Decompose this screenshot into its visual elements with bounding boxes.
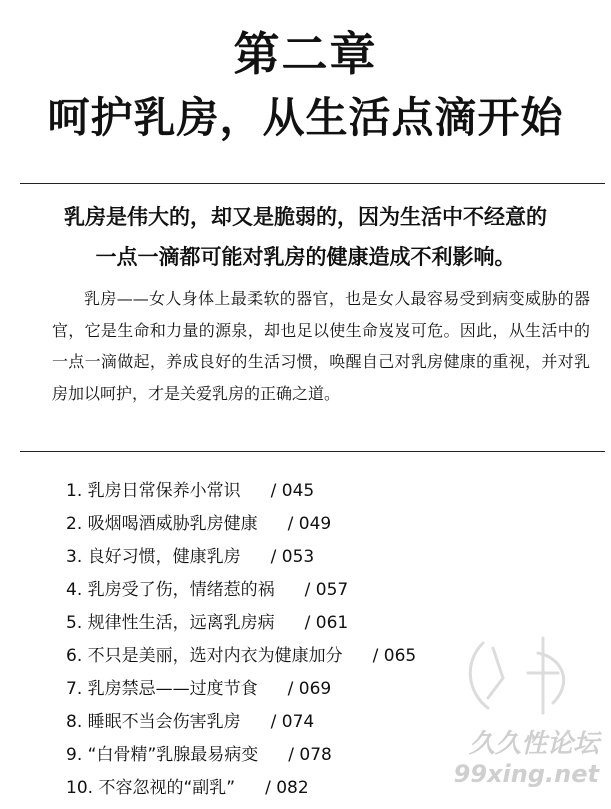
toc-item <box>66 677 416 710</box>
chapter-number: 第二章 <box>233 27 378 81</box>
toc-number: 6. <box>66 646 83 666</box>
toc-page: / 049 <box>287 514 332 534</box>
toc-item <box>66 644 416 677</box>
toc-page: / 069 <box>287 679 332 699</box>
toc-number: 2. <box>66 514 83 534</box>
toc-number: 9. <box>66 745 83 765</box>
toc-item <box>66 479 416 512</box>
toc-number: 10. <box>66 778 94 798</box>
toc-page: / 074 <box>270 712 315 732</box>
watermark-url: 99xing.net <box>453 760 599 788</box>
seal-watermark-icon <box>443 623 593 733</box>
toc-number: 3. <box>66 547 83 567</box>
toc-number: 5. <box>66 613 83 633</box>
toc-title: 不只是美丽，选对内衣为健康加分 <box>87 646 343 666</box>
site-watermark <box>454 729 599 789</box>
intro-text: 乳房——女人身体上最柔软的器官，也是女人最容易受到病变威胁的器官，它是生命和力量的源泉，却也足以使生命岌岌可危。因此，从生活中的一点一滴做起，养成良好的生活习惯，唤醒自己对乳房健康的重视，并对乳房加以呵护，才是关爱乳房的正确之道。 <box>52 289 590 403</box>
lead-line-2: 一点一滴都可能对乳房的健康造成不利影响。 <box>95 245 516 269</box>
middle-divider <box>20 451 605 452</box>
toc-title: 不容忽视的“副乳” <box>98 778 236 798</box>
toc-item <box>66 545 416 578</box>
toc-page: / 045 <box>270 481 315 501</box>
toc-title: 吸烟喝酒威胁乳房健康 <box>87 514 258 534</box>
toc-number: 1. <box>66 481 83 501</box>
toc-page: / 082 <box>265 778 309 798</box>
lead-line-1: 乳房是伟大的，却又是脆弱的，因为生活中不经意的 <box>64 205 547 229</box>
toc-title: 乳房受了伤，情绪惹的祸 <box>87 580 275 600</box>
toc-number: 7. <box>66 679 83 699</box>
lead-statement <box>0 197 611 277</box>
toc-item <box>66 611 416 644</box>
toc-page: / 078 <box>288 745 332 765</box>
toc-title: 乳房日常保养小常识 <box>87 481 241 501</box>
toc-item <box>66 776 416 809</box>
toc-title: 睡眠不当会伤害乳房 <box>87 712 241 732</box>
toc-title: “白骨精”乳腺最易病变 <box>87 745 259 765</box>
toc-page: / 065 <box>372 646 417 666</box>
chapter-title: 呵护乳房，从生活点滴开始 <box>47 93 564 142</box>
toc-item <box>66 578 416 611</box>
toc-number: 8. <box>66 712 83 732</box>
toc-title: 良好习惯，健康乳房 <box>87 547 241 567</box>
toc-page: / 057 <box>304 580 349 600</box>
watermark-name: 久久性论坛 <box>468 729 599 759</box>
toc-item <box>66 710 416 743</box>
toc-page: / 061 <box>304 613 349 633</box>
toc-item <box>66 512 416 545</box>
toc-item <box>66 743 416 776</box>
toc-number: 4. <box>66 580 83 600</box>
intro-paragraph <box>52 283 590 409</box>
toc-title: 规律性生活，远离乳房病 <box>87 613 275 633</box>
top-divider <box>20 183 605 184</box>
toc-title: 乳房禁忌——过度节食 <box>87 679 258 699</box>
toc-page: / 053 <box>270 547 315 567</box>
table-of-contents <box>66 479 416 809</box>
